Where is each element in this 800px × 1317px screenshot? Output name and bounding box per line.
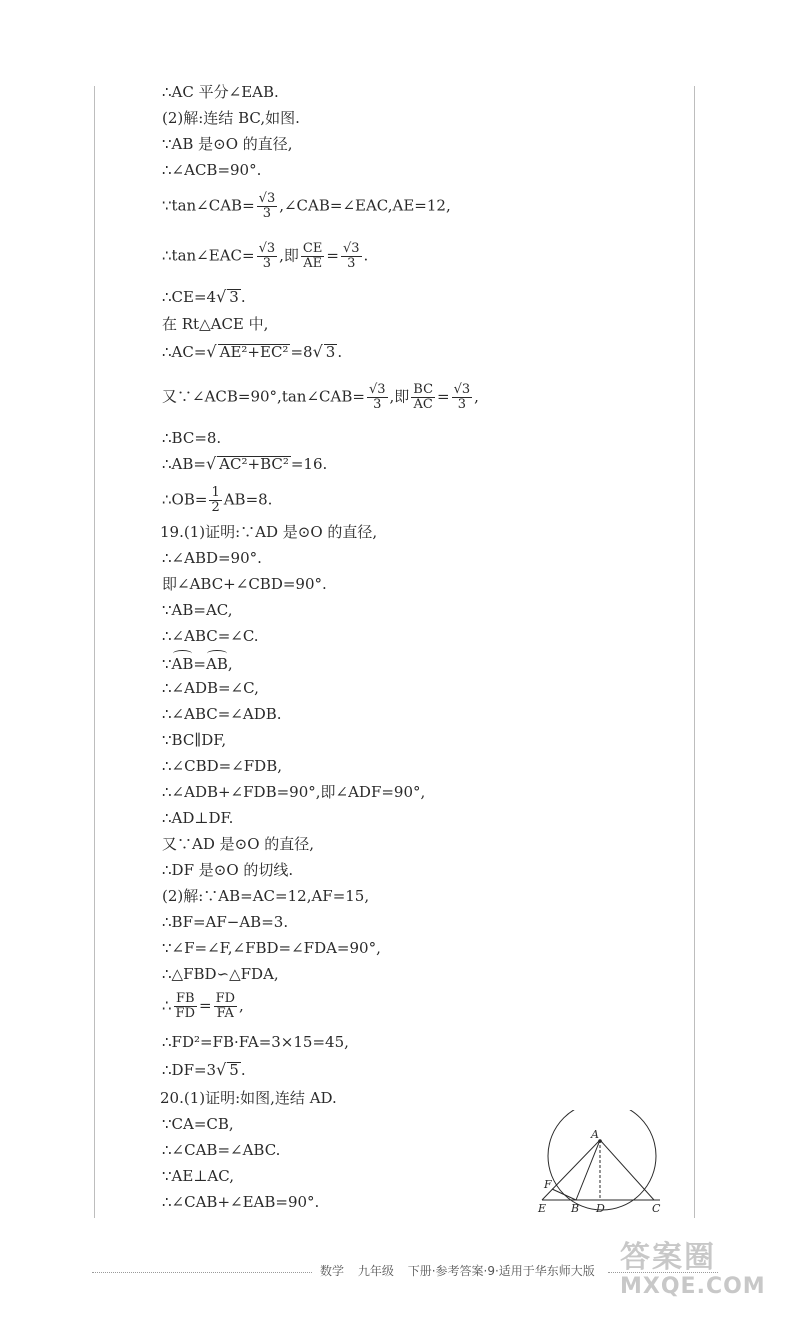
line-35: 20.(1)证明:如图,连结 AD. [160,1089,337,1107]
line-1: ∴AC 平分∠EAB. [162,83,279,101]
fraction: $\frac{BC}{AC}$ [413,382,434,412]
line-12: ∴AB=√ AC²+BC² =16. [162,454,328,473]
line-29: ∴BF=AF−AB=3. [162,913,289,931]
label-e: E [538,1202,547,1215]
line-18: ∴∠ABC=∠C. [162,627,259,645]
line-8: 在 Rt△ACE 中, [162,315,269,333]
line-32: ∴ $\frac{FB}{FD}$ = $\frac{FD}{FA}$ , [162,991,244,1021]
line-fb [552,1189,576,1200]
watermark-url: MXQE.COM [620,1274,766,1299]
fraction: $\frac{1}{2}$ [211,485,220,515]
line-9: ∴AC=√ AE²+EC² =8√ 3 . [162,342,343,361]
line-37: ∴∠CAB=∠ABC. [162,1141,281,1159]
left-margin-rule [94,86,95,1218]
label-a: A [591,1128,599,1141]
page-footer [320,1262,605,1279]
line-14: 19.(1)证明:∵AD 是⊙O 的直径, [160,523,378,541]
line-ab [576,1140,600,1200]
fraction: $\frac{√3}{3}$ [258,191,276,221]
label-f: F [544,1178,552,1191]
fraction: $\frac{√3}{3}$ [368,382,386,412]
line-17: ∵AB=AC, [162,601,233,619]
label-d: D [596,1202,605,1215]
footer-subject: 数学 [320,1264,345,1278]
fraction: $\frac{√3}{3}$ [258,241,276,271]
arc-ab: AB [172,650,194,674]
line-2: (2)解:连结 BC,如图. [162,109,300,127]
line-22: ∵BC∥DF, [162,731,227,749]
line-19: ∵AB=AB, [162,650,233,674]
line-30: ∵∠F=∠F,∠FBD=∠FDA=90°, [162,939,381,957]
fraction: $\frac{FB}{FD}$ [175,991,195,1021]
line-5: ∵tan∠CAB= $\frac{√3}{3}$ ,∠CAB=∠EAC,AE=12, [162,191,451,221]
line-10: 又∵∠ACB=90°,tan∠CAB= $\frac{√3}{3}$ ,即 $\frac{BC}{AC}$ = $\frac{√3}{3}$ , [162,382,479,412]
watermark [620,1232,785,1302]
line-6: ∴tan∠EAC= $\frac{√3}{3}$ ,即 $\frac{CE}{AE}$ = $\frac{√3}{3}$ . [162,241,369,271]
line-36: ∵CA=CB, [162,1115,234,1133]
line-25: ∴AD⊥DF. [162,809,234,827]
fraction: $\frac{FD}{FA}$ [215,991,236,1021]
footer-book: 下册·参考答案·9·适用于华东师大版 [407,1264,595,1278]
fraction: $\frac{√3}{3}$ [453,382,471,412]
label-b: B [571,1202,580,1215]
line-11: ∴BC=8. [162,429,222,447]
line-4: ∴∠ACB=90°. [162,161,262,179]
line-38: ∵AE⊥AC, [162,1167,234,1185]
label-c: C [652,1202,661,1215]
line-ae [542,1140,600,1200]
line-28: (2)解:∵AB=AC=12,AF=15, [162,887,370,905]
line-27: ∴DF 是⊙O 的切线. [162,861,294,879]
watermark-title: 答案圈 [620,1240,716,1275]
line-15: ∴∠ABD=90°. [162,549,262,567]
line-3: ∵AB 是⊙O 的直径, [162,135,293,153]
line-24: ∴∠ADB+∠FDB=90°,即∠ADF=90°, [162,783,426,801]
right-margin-rule [694,86,695,1218]
line-23: ∴∠CBD=∠FDB, [162,757,282,775]
line-7: ∴CE=4√ 3 . [162,287,246,306]
arc-ab: AB [206,650,228,674]
line-39: ∴∠CAB+∠EAB=90°. [162,1193,320,1211]
line-34: ∴DF=3√ 5 . [162,1060,246,1079]
footer-grade: 九年级 [357,1264,394,1278]
footer-rule-left [92,1272,312,1273]
geometry-figure [530,1110,670,1215]
line-21: ∴∠ABC=∠ADB. [162,705,282,723]
line-13: ∴OB= $\frac{1}{2}$ AB=8. [162,485,273,515]
line-16: 即∠ABC+∠CBD=90°. [162,575,327,593]
line-31: ∴△FBD∽△FDA, [162,965,279,983]
line-ac [600,1140,654,1200]
fraction: $\frac{√3}{3}$ [342,241,360,271]
line-26: 又∵AD 是⊙O 的直径, [162,835,315,853]
line-20: ∴∠ADB=∠C, [162,679,259,697]
line-33: ∴FD²=FB·FA=3×15=45, [162,1033,349,1051]
fraction: $\frac{CE}{AE}$ [302,241,323,271]
